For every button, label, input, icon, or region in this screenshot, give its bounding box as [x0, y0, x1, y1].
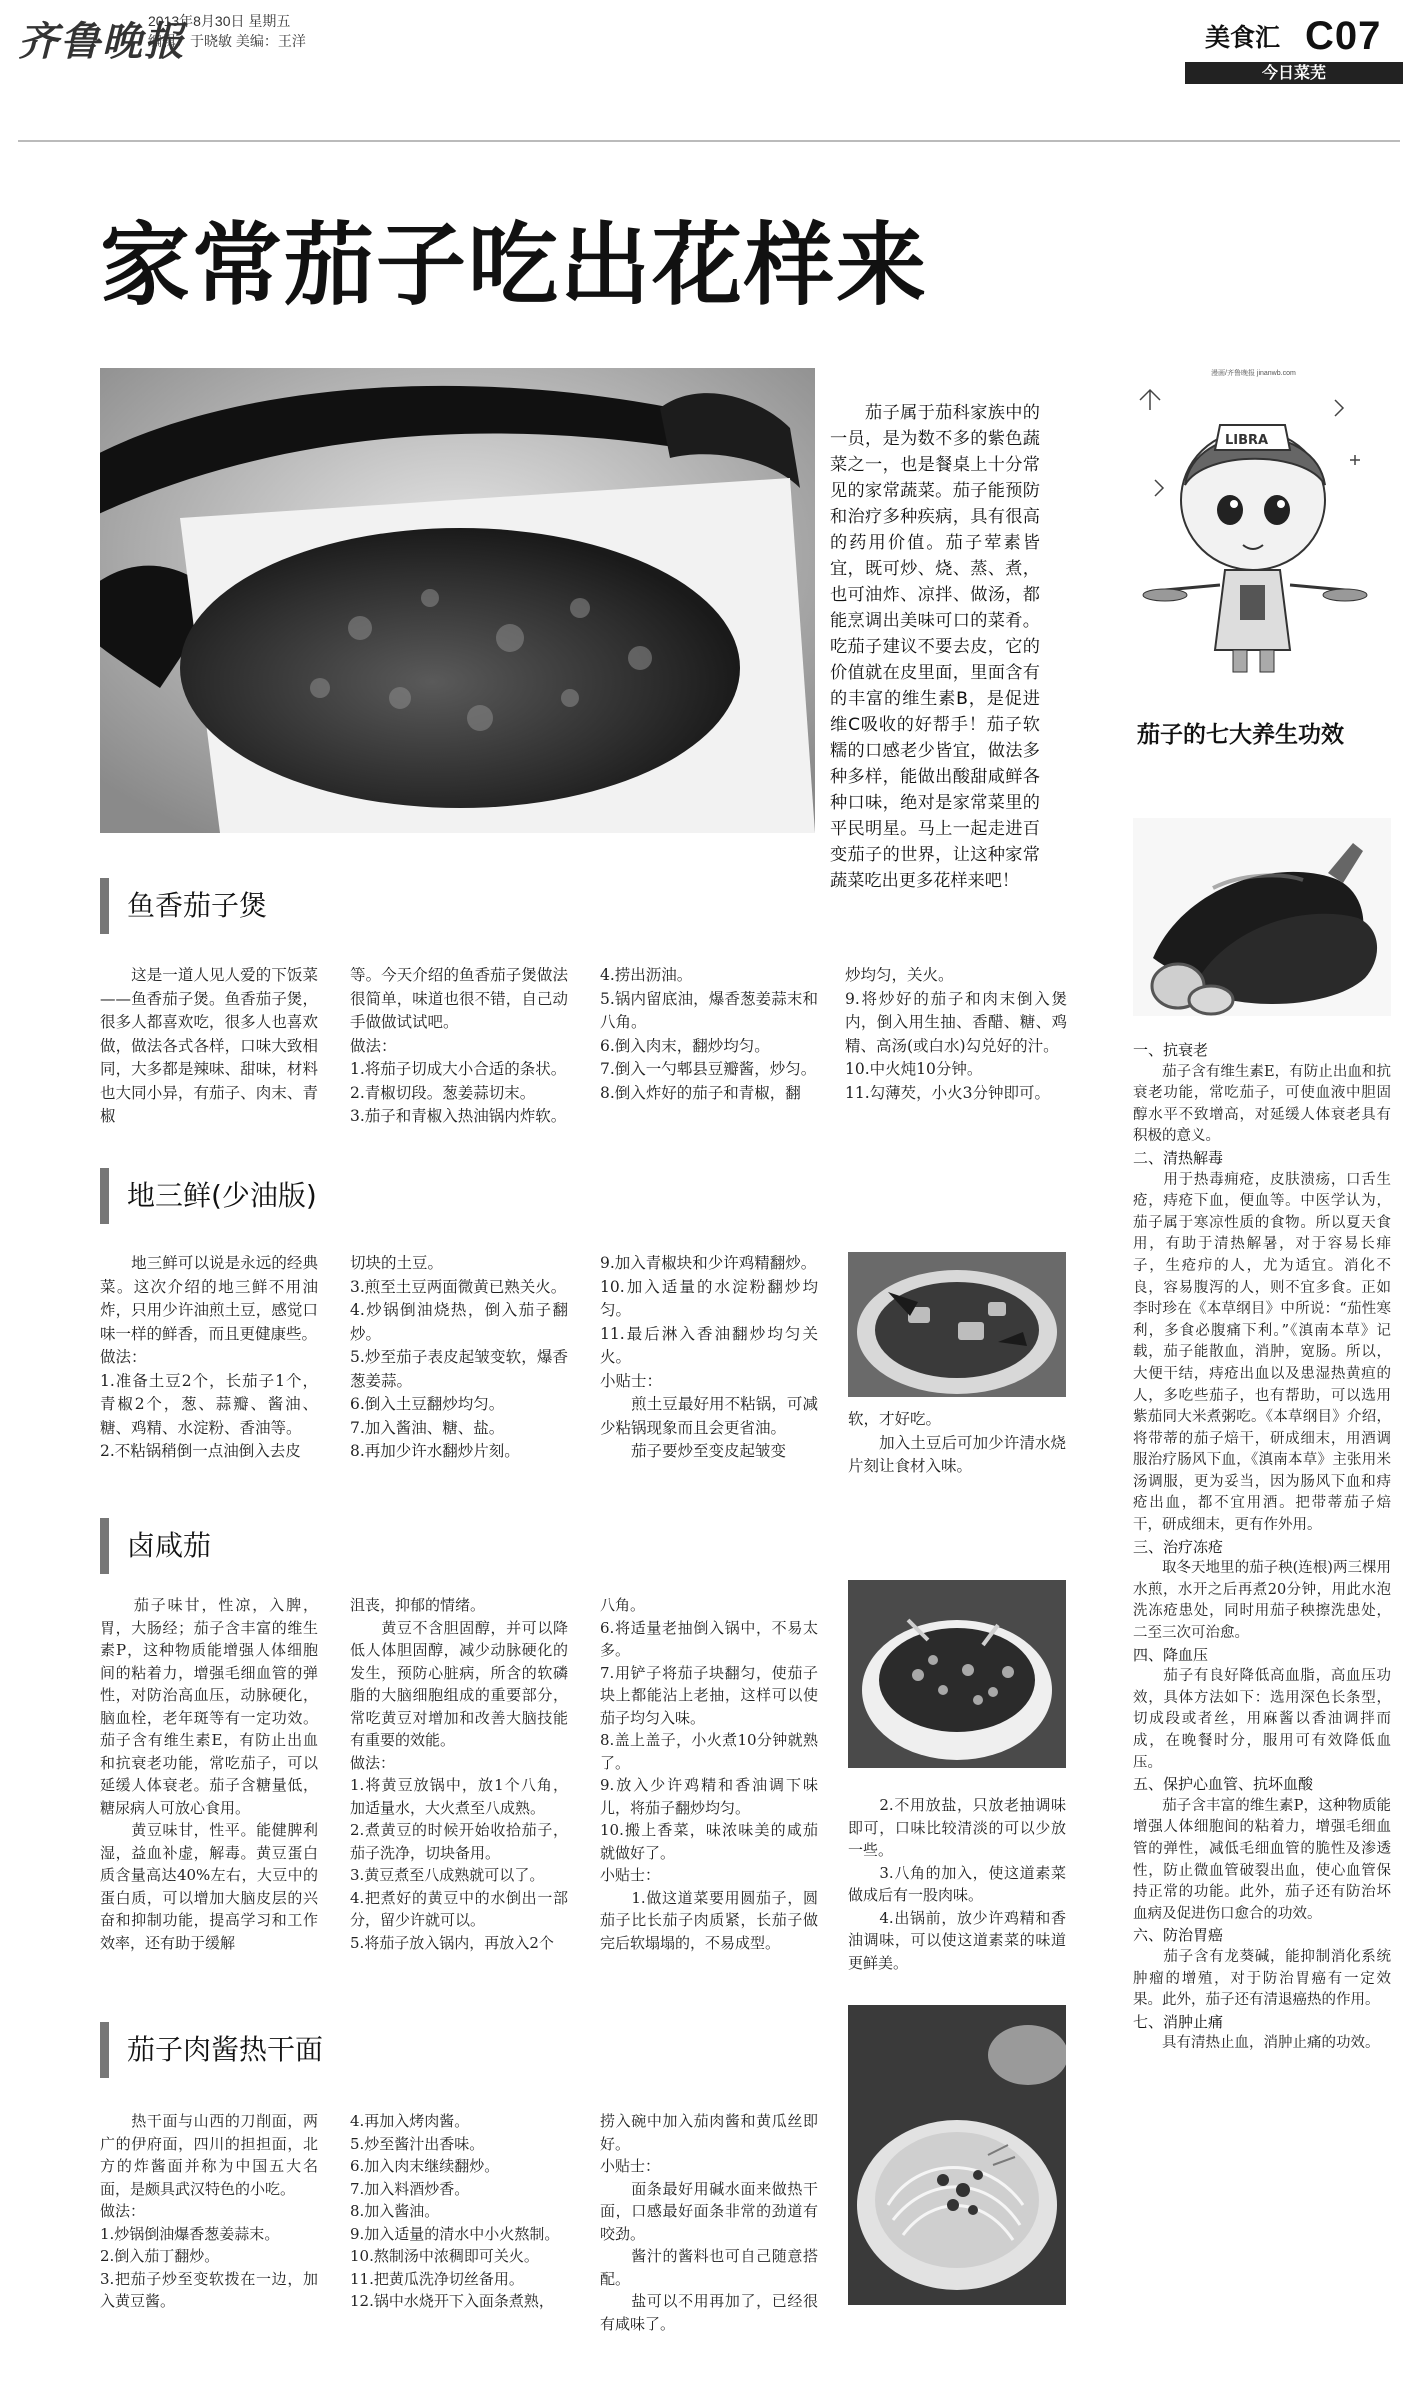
recipe-column: 热干面与山西的刀削面，两广的伊府面，四川的担担面，北方的炸酱面并称为中国五大名面，是颇具武汉特色的小吃。 做法： 1.炒锅倒油爆香葱姜蒜末。 2.倒入茄丁翻炒。 3.把茄子炒至变软拨在一边，加入黄豆酱。: [100, 2112, 318, 2310]
recipe-column: 9.加入青椒块和少许鸡精翻炒。 10.加入适量的水淀粉翻炒均匀。 11.最后淋入香油翻炒均匀关火。 小贴士： 煎土豆最好用不粘锅，可减少粘锅现象而且会更省油。 茄子要炒至变皮起皱变: [600, 1254, 818, 1460]
header-rule: [18, 140, 1400, 142]
dish-photo-luxianqie: [848, 1580, 1066, 1768]
recipe-column: 4.捞出沥油。 5.锅内留底油，爆香葱姜蒜末和八角。 6.倒入肉末，翻炒均匀。 7.倒入一勺郫县豆瓣酱，炒匀。 8.倒入炸好的茄子和青椒，翻: [600, 966, 818, 1102]
dish-photo-disanxian: [848, 1252, 1066, 1397]
benefit-heading: 二、清热解毒: [1133, 1148, 1224, 1167]
benefit-item: [1133, 1040, 1391, 1148]
benefit-item: [1133, 1537, 1391, 1645]
sub-section-bar: 今日菜芜: [1185, 62, 1403, 84]
benefit-item: [1133, 1925, 1391, 2011]
benefit-body: 茄子含有龙葵碱，能抑制消化系统肿瘤的增殖，对于防治胃癌有一定效果。此外，茄子还有清退癌热的作用。: [1133, 1948, 1391, 2009]
benefit-item: [1133, 2012, 1391, 2055]
benefit-heading: 一、抗衰老: [1133, 1041, 1209, 1059]
libra-cartoon-illustration: [1125, 370, 1385, 680]
recipe-column: 2.不用放盐，只放老抽调味即可，口味比较清淡的可以少放一些。 3.八角的加入，使这道素菜做成后有一股肉味。 4.出锅前，放少许鸡精和香油调味，可以使这道素菜的味道更鲜美。: [848, 1796, 1066, 1972]
benefit-body: 茄子含有维生素E，有防止出血和抗衰老功能，常吃茄子，可使血液中胆固醇水平不致增高，对延缓人体衰老具有积极的意义。: [1133, 1063, 1391, 1145]
recipe-heading: 茄子肉酱热干面: [100, 2022, 323, 2078]
editor-credits: 编辑：于晓敏 美编：王洋: [148, 33, 306, 49]
recipe-column: 这是一道人见人爱的下饭菜——鱼香茄子煲。鱼香茄子煲，很多人都喜欢吃，很多人也喜欢做，做法各式各样，口味大致相同，大多都是辣味、甜味，材料也大同小异，有茄子、肉末、青椒: [100, 966, 318, 1125]
page-headline: 家常茄子吃出花样来: [100, 213, 928, 318]
benefit-item: [1133, 1774, 1391, 1925]
recipe-heading: 地三鲜(少油版): [100, 1168, 317, 1224]
benefit-body: 用于热毒痈疮，皮肤溃疡，口舌生疮，痔疮下血，便血等。中医学认为，茄子属于寒凉性质的食物。所以夏天食用，有助于清热解暑，对于容易长痱子，生疮疖的人，尤为适宜。消化不良，容易腹泻的人，则不宜多食。正如李时珍在《本草纲目》中所说：“茄性寒利，多食必腹痛下利。”《滇南本草》记载，茄子能散血，消肿，宽肠。所以，大便干结，痔疮出血以及患湿热黄疸的人，多吃些茄子，也有帮助，可以选用紫茄同大米煮粥吃。《本草纲目》介绍，将带蒂的茄子焙干，研成细末，用酒调服治疗肠风下血，《滇南本草》主张用米汤调服，更为妥当，因为肠风下血和痔疮出血，都不宜用酒。把带蒂茄子焙干，研成细末，更有作外用。: [1133, 1171, 1391, 1534]
sidebar-title: 茄子的七大养生功效: [1137, 722, 1344, 748]
hero-eggplant-photo: [100, 368, 815, 833]
newspaper-logo: 齐鲁晚报: [18, 18, 186, 65]
recipe-column: 沮丧，抑郁的情绪。 黄豆不含胆固醇，并可以降低人体胆固醇，减少动脉硬化的发生，预防心脏病，所含的软磷脂的大脑细胞组成的重要部分，常吃黄豆对增加和改善大脑技能有重要的效能。 做法： 1.将黄豆放锅中，放1个八角，加适量水，大火煮至八成熟。 2.煮黄豆的时候开始收拾茄子，茄子洗净，切块备用。 3.黄豆煮至八成熟就可以了。 4.把煮好的黄豆中的水倒出一部分，留少许就可以。 5.将茄子放入锅内，再放入2个: [350, 1596, 568, 1952]
recipe-heading: 卤咸茄: [100, 1518, 211, 1574]
recipe-column: 地三鲜可以说是永远的经典菜。这次介绍的地三鲜不用油炸，只用少许油煎土豆，感觉口味一样的鲜香，而且更健康些。 做法： 1.准备土豆2个，长茄子1个，青椒2个，葱、蒜瓣、酱油、糖、鸡精、水淀粉、香油等。 2.不粘锅稍倒一点油倒入去皮: [100, 1254, 318, 1460]
benefit-item: [1133, 1148, 1391, 1537]
benefit-body: 茄子有良好降低高血脂，高血压功效，具体方法如下：选用深色长条型，切成段或者丝，用麻酱以香油调拌而成，在晚餐时分，服用可有效降低血压。: [1133, 1668, 1391, 1771]
dish-photo-reganmian: [848, 2005, 1066, 2305]
recipe-column: 炒均匀，关火。 9.将炒好的茄子和肉末倒入煲内，倒入用生抽、香醋、糖、鸡精、高汤(或白水)勾兑好的汁。 10.中火炖10分钟。 11.勾薄芡，小火3分钟即可。: [845, 966, 1067, 1102]
benefit-item: [1133, 1645, 1391, 1775]
illustration-badge-text: LIBRA: [1225, 433, 1269, 448]
benefit-body: 茄子含丰富的维生素P，这种物质能增强人体细胞间的粘着力，增强毛细血管的弹性，减低毛细血管的脆性及渗透性，防止微血管破裂出血，使心血管保持正常的功能。此外，茄子还有防治坏血病及促进伤口愈合的功效。: [1133, 1797, 1391, 1922]
sidebar-eggplant-photo: [1133, 818, 1391, 1016]
recipe-column: 八角。 6.将适量老抽倒入锅中，不易太多。 7.用铲子将茄子块翻匀，使茄子块上都能沾上老抽，这样可以使茄子均匀入味。 8.盖上盖子，小火煮10分钟就熟了。 9.放入少许鸡精和香油调下味儿，将茄子翻炒均匀。 10.搬上香菜，味浓味美的咸茄就做好了。 小贴士： 1.做这道菜要用圆茄子，圆茄子比长茄子肉质紧，长茄子做完后软塌塌的，不易成型。: [600, 1596, 818, 1952]
recipe-column: 等。今天介绍的鱼香茄子煲做法很简单，味道也很不错，自己动手做做试试吧。 做法： 1.将茄子切成大小合适的条状。 2.青椒切段。葱姜蒜切末。 3.茄子和青椒入热油锅内炸软。: [350, 966, 568, 1125]
issue-date: 2013年8月30日 星期五: [148, 13, 291, 29]
recipe-column: 软，才好吃。 加入土豆后可加少许清水烧片刻让食材入味。: [848, 1410, 1066, 1475]
recipe-heading: 鱼香茄子煲: [100, 878, 267, 934]
sidebar-benefits-list: [1133, 1040, 1391, 2055]
benefit-heading: 七、消肿止痛: [1133, 2012, 1224, 2031]
recipe-column: 切块的土豆。 3.煎至土豆两面微黄已熟关火。 4.炒锅倒油烧热，倒入茄子翻炒。 5.炒至茄子表皮起皱变软，爆香葱姜蒜。 6.倒入土豆翻炒均匀。 7.加入酱油、糖、盐。 8.再加少许水翻炒片刻。: [350, 1254, 568, 1460]
benefit-heading: 五、保护心血管、抗坏血酸: [1133, 1775, 1314, 1794]
recipe-column: 4.再加入烤肉酱。 5.炒至酱汁出香味。 6.加入肉末继续翻炒。 7.加入料酒炒香。 8.加入酱油。 9.加入适量的清水中小火熬制。 10.熬制汤中浓稠即可关火。 11.把黄瓜洗净切丝备用。 12.锅中水烧开下入面条煮熟，: [350, 2112, 560, 2310]
illustration-credit: 漫画/齐鲁晚报 jinanwb.com: [1211, 370, 1296, 377]
intro-paragraph: 茄子属于茄科家族中的一员，是为数不多的紫色蔬菜之一，也是餐桌上十分常见的家常蔬菜。茄子能预防和治疗多种疾病，具有很高的药用价值。茄子荤素皆宜，既可炒、烧、蒸、煮，也可油炸、凉拌、做汤，都能烹调出美味可口的菜肴。吃茄子建议不要去皮，它的价值就在皮里面，里面含有的丰富的维生素B，是促进维C吸收的好帮手！茄子软糯的口感老少皆宜，做法多种多样，能做出酸甜咸鲜各种口味，绝对是家常菜里的平民明星。马上一起走进百变茄子的世界，让这种家常蔬菜吃出更多花样来吧！: [830, 403, 1040, 891]
benefit-heading: 六、防治胃癌: [1133, 1926, 1224, 1945]
benefit-heading: 四、降血压: [1133, 1645, 1209, 1664]
recipe-column: 茄子味甘，性凉，入脾，胃，大肠经；茄子含丰富的维生素P，这种物质能增强人体细胞间的粘着力，增强毛细血管的弹性，对防治高血压，动脉硬化，脑血栓，老年斑等有一定功效。茄子含有维生素E，有防止出血和抗衰老功能，常吃茄子，可以延缓人体衰老。茄子含糖量低，糖尿病人可放心食用。 黄豆味甘，性平。能健脾利湿，益血补虚，解毒。黄豆蛋白质含量高达40%左右，大豆中的蛋白质，可以增加大脑皮层的兴奋和抑制功能，提高学习和工作效率，还有助于缓解: [100, 1596, 318, 1952]
page-number: C07: [1305, 14, 1382, 58]
section-name: 美食汇: [1205, 23, 1281, 52]
benefit-heading: 三、治疗冻疮: [1133, 1537, 1224, 1556]
benefit-body: 具有清热止血，消肿止痛的功效。: [1133, 2035, 1380, 2052]
benefit-body: 取冬天地里的茄子秧(连根)两三棵用水煎，水开之后再煮20分钟，用此水泡洗冻疮患处，同时用茄子秧擦洗患处，二至三次可治愈。: [1133, 1560, 1391, 1642]
recipe-column: 捞入碗中加入茄肉酱和黄瓜丝即好。 小贴士： 面条最好用碱水面来做热干面，口感最好面条非常的劲道有咬劲。 酱汁的酱料也可自己随意搭配。 盐可以不用再加了，已经很有咸味了。: [600, 2112, 818, 2333]
